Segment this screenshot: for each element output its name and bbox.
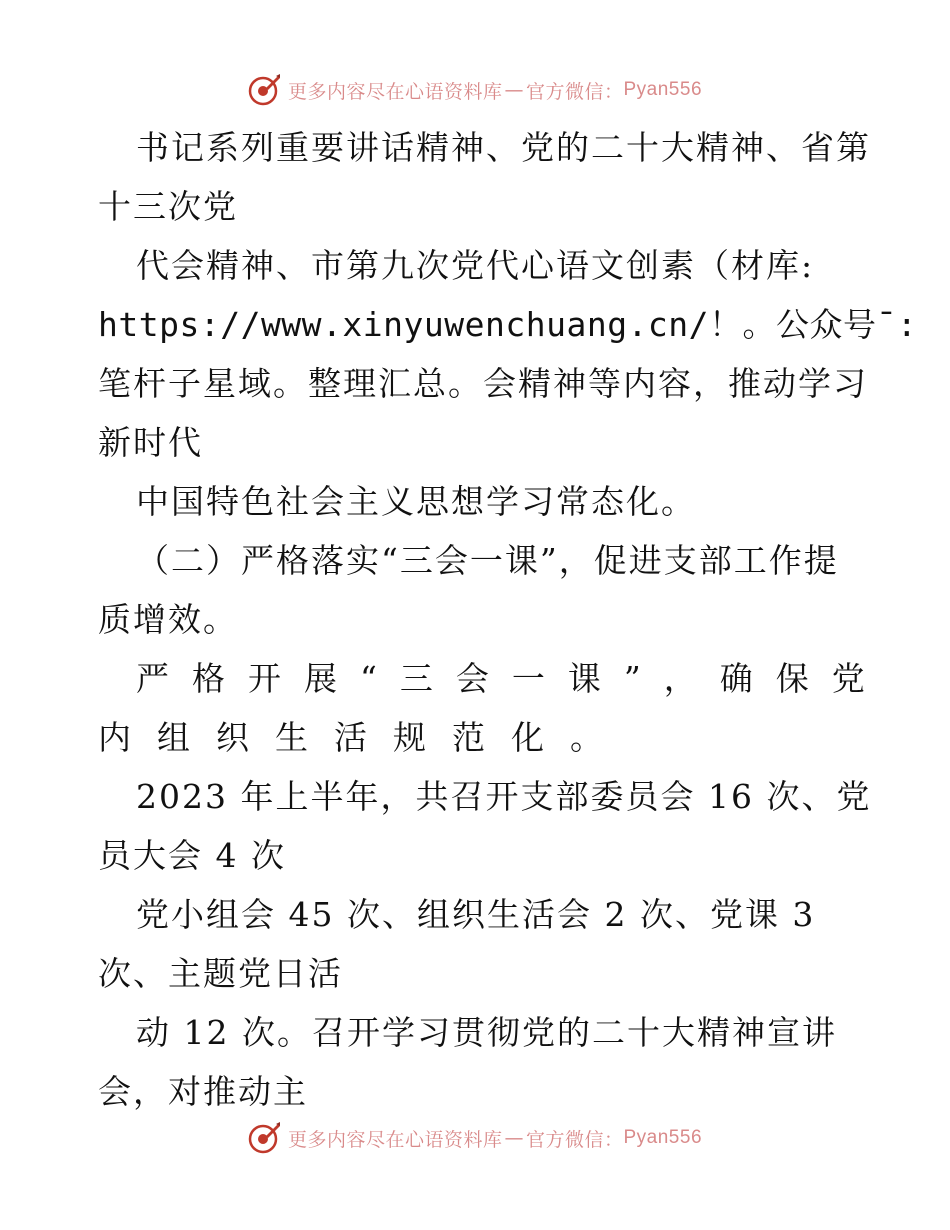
text-line: 新时代 bbox=[98, 423, 203, 462]
text-line: 会，对推动主 bbox=[98, 1072, 308, 1111]
banner-dash: — bbox=[504, 79, 524, 101]
header-watermark-banner bbox=[0, 70, 950, 110]
logo-icon bbox=[248, 1121, 282, 1155]
text-line: 中国特色社会主义思想学习常态化。 bbox=[136, 482, 696, 521]
banner-wechat-id: Pyan556 bbox=[623, 1127, 703, 1148]
text-line: 次、主题党日活 bbox=[98, 954, 343, 993]
text-line: 内组织生活规范化。 bbox=[98, 718, 629, 757]
text-line: 代会精神、市第九次党代心语文创素（材库: bbox=[136, 246, 815, 285]
banner-dash: — bbox=[504, 1127, 524, 1149]
text-line: 员大会 4 次 bbox=[98, 836, 286, 875]
footer-watermark-banner bbox=[0, 1118, 950, 1158]
text-line: 十三次党 bbox=[98, 187, 238, 226]
banner-wechat-id: Pyan556 bbox=[623, 79, 703, 100]
text-line-url: https://www.xinyuwenchuang.cn/！。公众号¯: bbox=[98, 305, 918, 344]
banner-text: 更多内容尽在心语资料库 bbox=[287, 80, 503, 103]
banner-text: 更多内容尽在心语资料库 bbox=[287, 1128, 503, 1151]
banner-official-label: 官方微信： bbox=[525, 80, 624, 103]
section-heading: （二）严格落实“三会一课”，促进支部工作提 bbox=[136, 541, 839, 580]
text-line: 笔杆子星域。整理汇总。会精神等内容，推动学习 bbox=[98, 364, 868, 403]
banner-official-label: 官方微信： bbox=[525, 1128, 624, 1151]
text-line: 2023 年上半年，共召开支部委员会 16 次、党 bbox=[136, 777, 872, 816]
text-line: 党小组会 45 次、组织生活会 2 次、党课 3 bbox=[136, 895, 816, 934]
text-line: 严格开展“三会一课”，确保党 bbox=[136, 659, 888, 698]
text-line: 质增效。 bbox=[98, 600, 238, 639]
document-body bbox=[98, 118, 918, 1121]
text-line: 动 12 次。召开学习贯彻党的二十大精神宣讲 bbox=[136, 1013, 837, 1052]
text-line: 书记系列重要讲话精神、党的二十大精神、省第 bbox=[136, 128, 871, 167]
logo-icon bbox=[248, 73, 282, 107]
